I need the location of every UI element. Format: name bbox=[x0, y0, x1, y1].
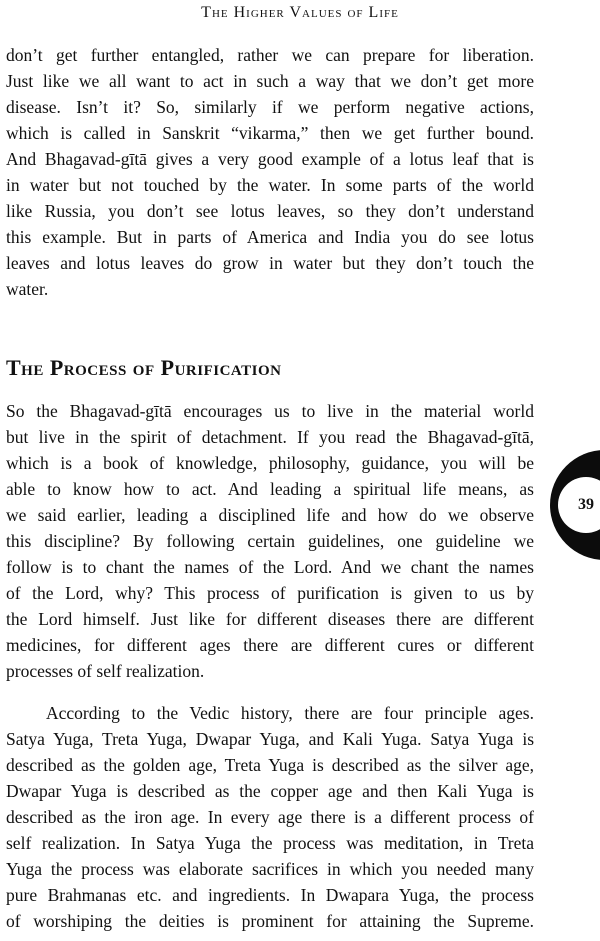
text-line: of the Lord, why? This process of purification is given to us by bbox=[6, 583, 534, 603]
text-line: this discipline? By following certain guidelines, one guideline we bbox=[6, 531, 534, 551]
text-line: disease. Isn’t it? So, similarly if we perform negative actions, bbox=[6, 97, 534, 117]
running-head: The Higher Values of Life bbox=[201, 4, 399, 21]
text-line: don’t get further entangled, rather we can prepare for liberation. bbox=[6, 45, 534, 65]
page-number: 39 bbox=[558, 477, 600, 533]
text-line: Just like we all want to act in such a way that we don’t get more bbox=[6, 71, 534, 91]
text-line: described as the golden age, Treta Yuga is described as the silver age, bbox=[6, 755, 534, 775]
text-line: pure Brahmanas etc. and ingredients. In Dwapara Yuga, the process bbox=[6, 885, 534, 905]
text-line: in water but not touched by the water. In some parts of the world bbox=[6, 175, 534, 195]
text-line: And Bhagavad-gītā gives a very good example of a lotus leaf that is bbox=[6, 149, 534, 169]
text-line: Dwapar Yuga is described as the copper age and then Kali Yuga is bbox=[6, 781, 534, 801]
text-line: this example. But in parts of America and India you do see lotus bbox=[6, 227, 534, 247]
text-line: processes of self realization. bbox=[6, 661, 205, 681]
text-line: which is called in Sanskrit “vikarma,” then we get further bound. bbox=[6, 123, 534, 143]
text-line: which is a book of knowledge, philosophy, guidance, you will be bbox=[6, 453, 534, 473]
text-line: water. bbox=[6, 279, 49, 299]
text-line: leaves and lotus leaves do grow in water but they don’t touch the bbox=[6, 253, 534, 273]
text-line: but live in the spirit of detachment. If you read the Bhagavad-gītā, bbox=[6, 427, 534, 447]
text-line: we said earlier, leading a disciplined life and how do we observe bbox=[6, 505, 534, 525]
text-line: described as the iron age. In every age there is a different process of bbox=[6, 807, 534, 827]
text-line: follow is to chant the names of the Lord. And we chant the names bbox=[6, 557, 534, 577]
text-line: So the Bhagavad-gītā encourages us to live in the material world bbox=[6, 401, 534, 421]
text-line: like Russia, you don’t see lotus leaves, so they don’t understand bbox=[6, 201, 534, 221]
text-line: According to the Vedic history, there are four principle ages. bbox=[46, 703, 534, 723]
text-line: the Lord himself. Just like for different diseases there are different bbox=[6, 609, 534, 629]
section-heading: The Process of Purification bbox=[6, 355, 282, 380]
text-line: Yuga the process was elaborate sacrifices in which you needed many bbox=[6, 859, 534, 879]
text-line: Satya Yuga, Treta Yuga, Dwapar Yuga, and Kali Yuga. Satya Yuga is bbox=[6, 729, 534, 749]
text-line: self realization. In Satya Yuga the process was meditation, in Treta bbox=[6, 833, 534, 853]
page-thumb-tab bbox=[550, 450, 600, 560]
text-line: of worshiping the deities is prominent for attaining the Supreme. bbox=[6, 911, 534, 931]
text-line: able to know how to act. And leading a spiritual life means, as bbox=[6, 479, 534, 499]
text-line: medicines, for different ages there are different cures or different bbox=[6, 635, 534, 655]
